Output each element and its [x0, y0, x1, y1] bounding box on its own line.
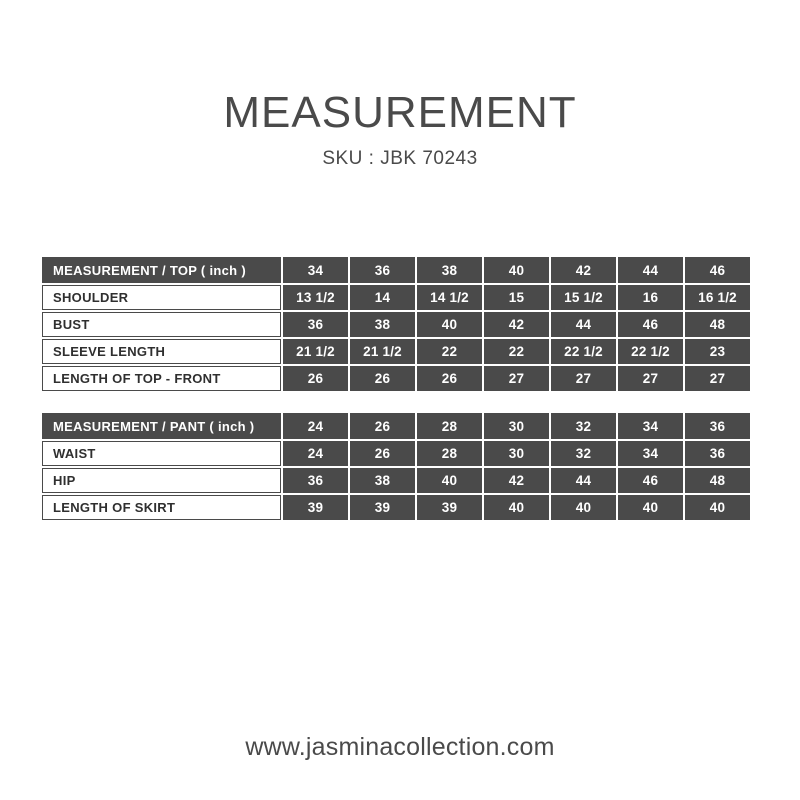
- top-table-header-label: MEASUREMENT / TOP ( inch ): [42, 257, 281, 283]
- value-cell: 34: [618, 441, 683, 466]
- value-cell: 40: [417, 312, 482, 337]
- value-cell: 15: [484, 285, 549, 310]
- value-cell: 15 1/2: [551, 285, 616, 310]
- value-cell: 27: [484, 366, 549, 391]
- value-cell: 28: [417, 441, 482, 466]
- website-footer: www.jasminacollection.com: [245, 733, 555, 761]
- value-cell: 42: [484, 312, 549, 337]
- size-header-cell: 30: [484, 413, 549, 439]
- value-cell: 22: [417, 339, 482, 364]
- value-cell: 38: [350, 468, 415, 493]
- value-cell: 44: [551, 312, 616, 337]
- value-cell: 26: [417, 366, 482, 391]
- value-cell: 46: [618, 468, 683, 493]
- pant-measurement-table: [40, 411, 752, 522]
- value-cell: 48: [685, 468, 750, 493]
- size-header-cell: 28: [417, 413, 482, 439]
- table-header-row: [42, 257, 750, 283]
- value-cell: 14: [350, 285, 415, 310]
- row-label: WAIST: [42, 441, 281, 466]
- value-cell: 24: [283, 441, 348, 466]
- value-cell: 21 1/2: [350, 339, 415, 364]
- table-header-row: [42, 413, 750, 439]
- value-cell: 48: [685, 312, 750, 337]
- size-header-cell: 40: [484, 257, 549, 283]
- value-cell: 39: [350, 495, 415, 520]
- size-header-cell: 32: [551, 413, 616, 439]
- table-row: [42, 312, 750, 337]
- value-cell: 44: [551, 468, 616, 493]
- pant-table-header-label: MEASUREMENT / PANT ( inch ): [42, 413, 281, 439]
- size-header-cell: 34: [283, 257, 348, 283]
- value-cell: 36: [283, 312, 348, 337]
- value-cell: 14 1/2: [417, 285, 482, 310]
- table-row: [42, 468, 750, 493]
- row-label: LENGTH OF SKIRT: [42, 495, 281, 520]
- row-label: BUST: [42, 312, 281, 337]
- value-cell: 40: [618, 495, 683, 520]
- value-cell: 27: [618, 366, 683, 391]
- value-cell: 40: [685, 495, 750, 520]
- value-cell: 22 1/2: [551, 339, 616, 364]
- row-label: SHOULDER: [42, 285, 281, 310]
- value-cell: 40: [484, 495, 549, 520]
- value-cell: 27: [685, 366, 750, 391]
- top-measurement-table: [40, 255, 752, 393]
- value-cell: 13 1/2: [283, 285, 348, 310]
- table-row: [42, 495, 750, 520]
- value-cell: 23: [685, 339, 750, 364]
- value-cell: 42: [484, 468, 549, 493]
- size-header-cell: 36: [350, 257, 415, 283]
- table-row: [42, 441, 750, 466]
- row-label: LENGTH OF TOP - FRONT: [42, 366, 281, 391]
- sku-label: SKU : JBK 70243: [322, 148, 478, 169]
- value-cell: 40: [551, 495, 616, 520]
- value-cell: 39: [283, 495, 348, 520]
- size-header-cell: 26: [350, 413, 415, 439]
- value-cell: 40: [417, 468, 482, 493]
- size-header-cell: 44: [618, 257, 683, 283]
- size-header-cell: 42: [551, 257, 616, 283]
- value-cell: 26: [350, 366, 415, 391]
- value-cell: 38: [350, 312, 415, 337]
- value-cell: 30: [484, 441, 549, 466]
- value-cell: 36: [283, 468, 348, 493]
- row-label: SLEEVE LENGTH: [42, 339, 281, 364]
- value-cell: 26: [350, 441, 415, 466]
- table-row: [42, 366, 750, 391]
- value-cell: 27: [551, 366, 616, 391]
- size-header-cell: 34: [618, 413, 683, 439]
- size-header-cell: 24: [283, 413, 348, 439]
- page-title: MEASUREMENT: [223, 88, 577, 137]
- table-row: [42, 339, 750, 364]
- value-cell: 36: [685, 441, 750, 466]
- value-cell: 21 1/2: [283, 339, 348, 364]
- value-cell: 16 1/2: [685, 285, 750, 310]
- value-cell: 22 1/2: [618, 339, 683, 364]
- size-header-cell: 38: [417, 257, 482, 283]
- table-spacer: [40, 393, 760, 411]
- size-header-cell: 46: [685, 257, 750, 283]
- value-cell: 39: [417, 495, 482, 520]
- measurement-tables: [40, 255, 760, 522]
- value-cell: 16: [618, 285, 683, 310]
- row-label: HIP: [42, 468, 281, 493]
- value-cell: 22: [484, 339, 549, 364]
- size-header-cell: 36: [685, 413, 750, 439]
- table-row: [42, 285, 750, 310]
- value-cell: 26: [283, 366, 348, 391]
- value-cell: 46: [618, 312, 683, 337]
- value-cell: 32: [551, 441, 616, 466]
